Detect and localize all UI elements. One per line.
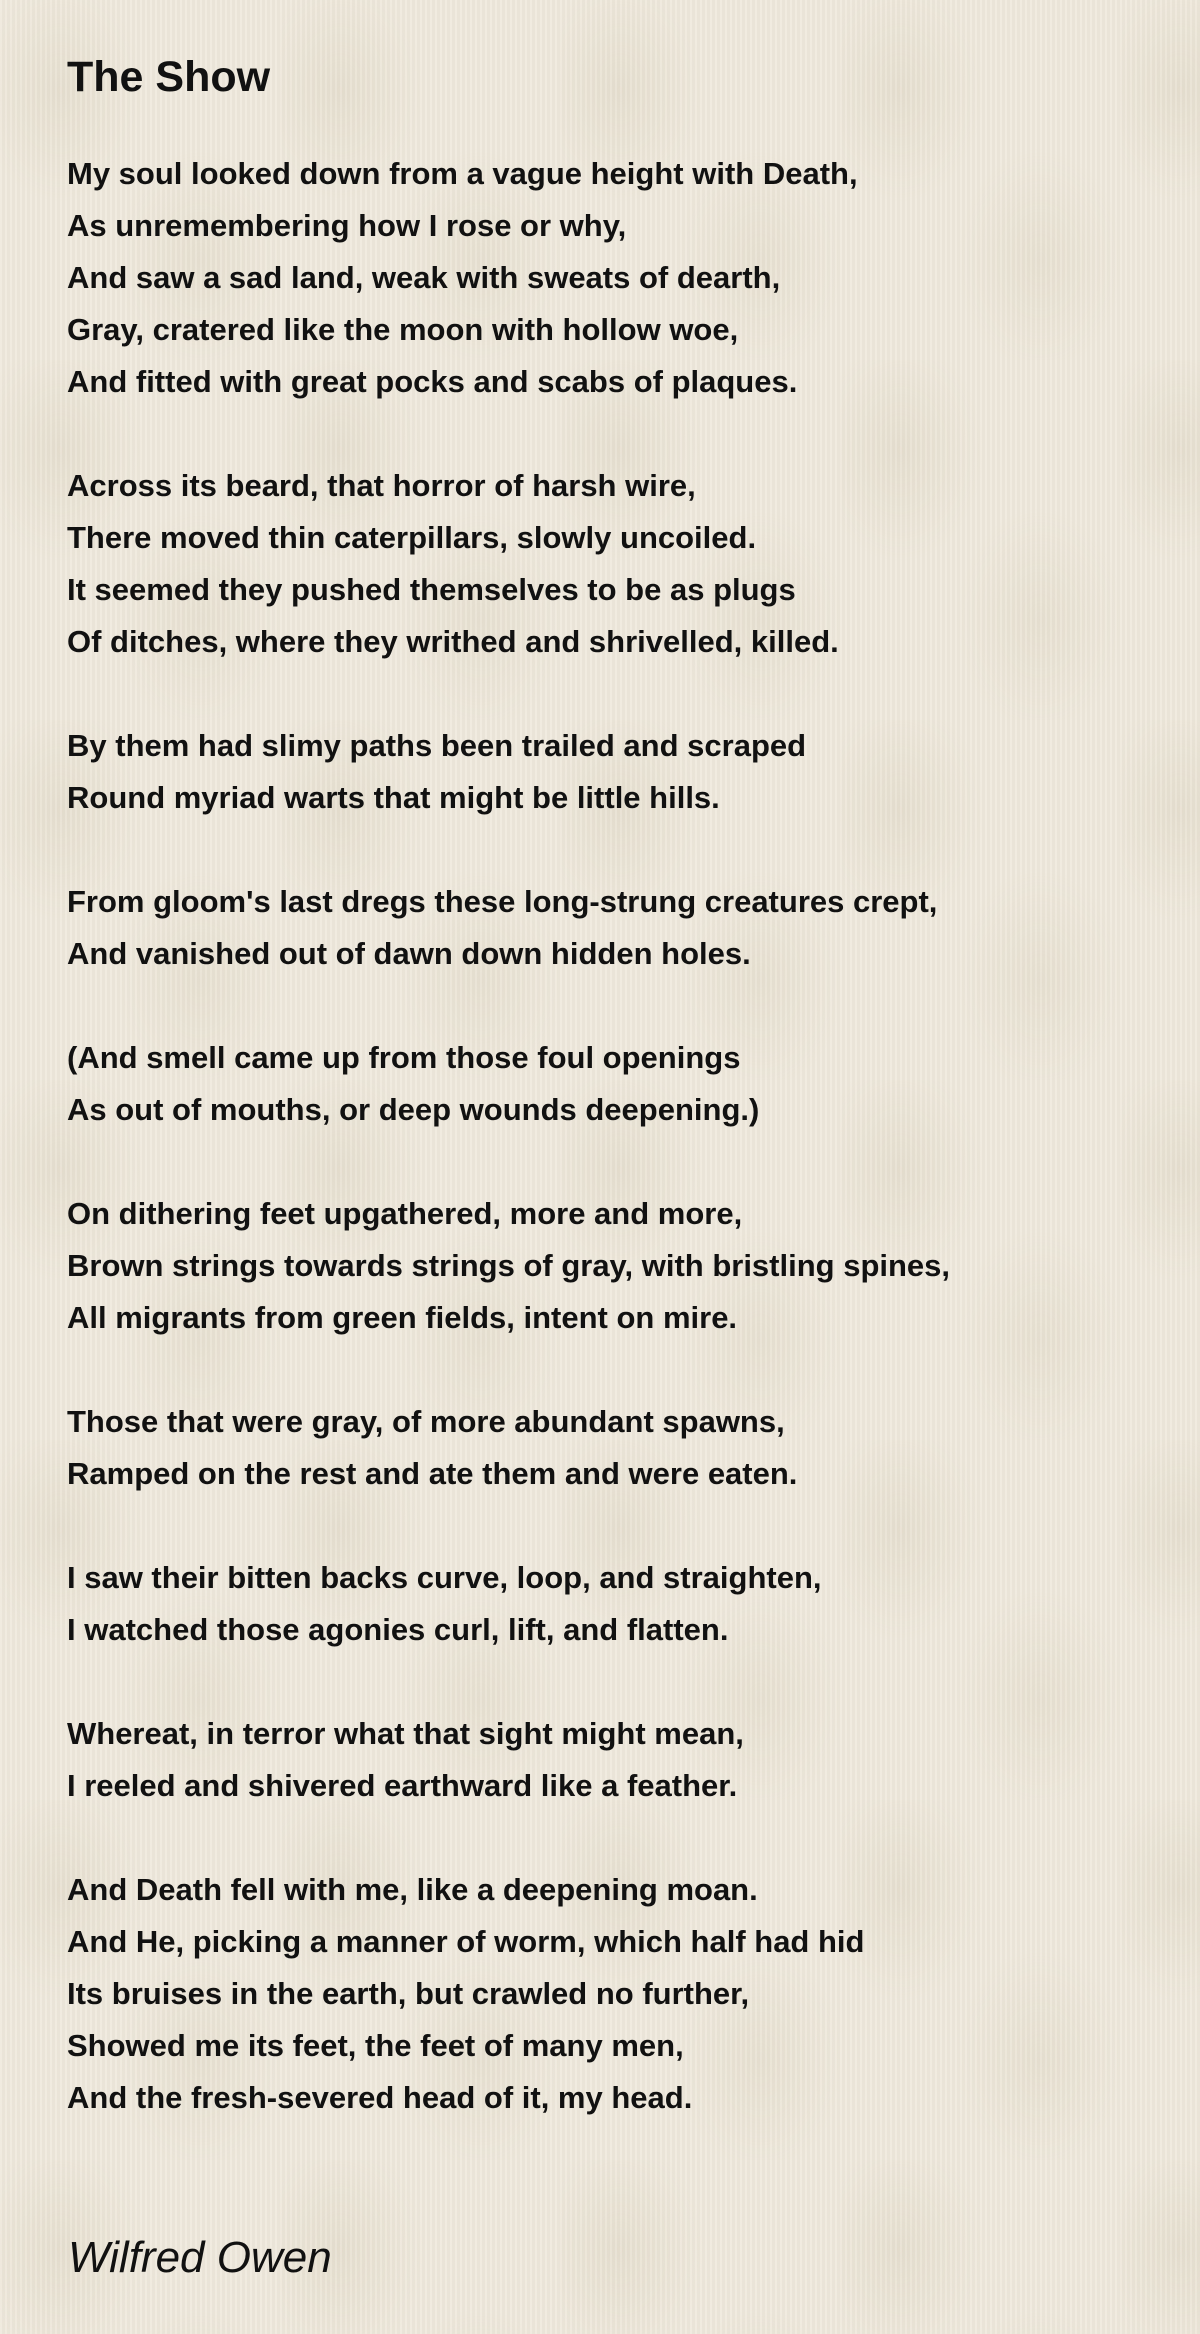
stanza (67, 460, 1167, 668)
poem-line: All migrants from green fields, intent on mire. (67, 1300, 738, 1335)
poem-line: By them had slimy paths been trailed and scraped (67, 728, 807, 763)
stanza (67, 1396, 1167, 1500)
stanza (67, 1552, 1167, 1656)
poem-line: Round myriad warts that might be little hills. (67, 780, 720, 815)
stanza (67, 876, 1167, 980)
poem-line: My soul looked down from a vague height with Death, (67, 156, 858, 191)
poem-line: It seemed they pushed themselves to be as plugs (67, 572, 796, 607)
poem-line: Brown strings towards strings of gray, with bristling spines, (67, 1248, 951, 1283)
stanza (67, 1032, 1167, 1136)
poem-line: As unremembering how I rose or why, (67, 208, 627, 243)
poem-line: And fitted with great pocks and scabs of plaques. (67, 364, 798, 399)
poem-line: Its bruises in the earth, but crawled no further, (67, 1976, 750, 2011)
stanza (67, 1864, 1167, 2124)
poem-line: And Death fell with me, like a deepening moan. (67, 1872, 758, 1907)
poem-line: (And smell came up from those foul openings (67, 1040, 741, 1075)
poem-line: And vanished out of dawn down hidden holes. (67, 936, 751, 971)
poem-line: Showed me its feet, the feet of many men, (67, 2028, 684, 2063)
poem-body (67, 148, 1167, 2124)
poem-line: Across its beard, that horror of harsh wire, (67, 468, 696, 503)
poem-line: I reeled and shivered earthward like a feather. (67, 1768, 738, 1803)
poem-line: Gray, cratered like the moon with hollow woe, (67, 312, 739, 347)
poem-line: There moved thin caterpillars, slowly uncoiled. (67, 520, 757, 555)
stanza (67, 148, 1167, 408)
poem-line: And saw a sad land, weak with sweats of dearth, (67, 260, 781, 295)
stanza (67, 720, 1167, 824)
poem-line: Of ditches, where they writhed and shrivelled, killed. (67, 624, 839, 659)
stanza (67, 1188, 1167, 1344)
poem-line: Whereat, in terror what that sight might mean, (67, 1716, 744, 1751)
poem-line: Ramped on the rest and ate them and were eaten. (67, 1456, 798, 1491)
poem-line: And He, picking a manner of worm, which half had hid (67, 1924, 865, 1959)
poem-line: As out of mouths, or deep wounds deepening.) (67, 1092, 760, 1127)
poem-line: Those that were gray, of more abundant spawns, (67, 1404, 785, 1439)
poem-line: I saw their bitten backs curve, loop, and straighten, (67, 1560, 822, 1595)
poem-author: Wilfred Owen (68, 2233, 332, 2282)
poem-line: From gloom's last dregs these long-strung creatures crept, (67, 884, 938, 919)
poem-line: And the fresh-severed head of it, my head. (67, 2080, 693, 2115)
poem-title: The Show (67, 53, 271, 101)
poem-line: I watched those agonies curl, lift, and flatten. (67, 1612, 729, 1647)
poem-line: On dithering feet upgathered, more and more, (67, 1196, 743, 1231)
stanza (67, 1708, 1167, 1812)
